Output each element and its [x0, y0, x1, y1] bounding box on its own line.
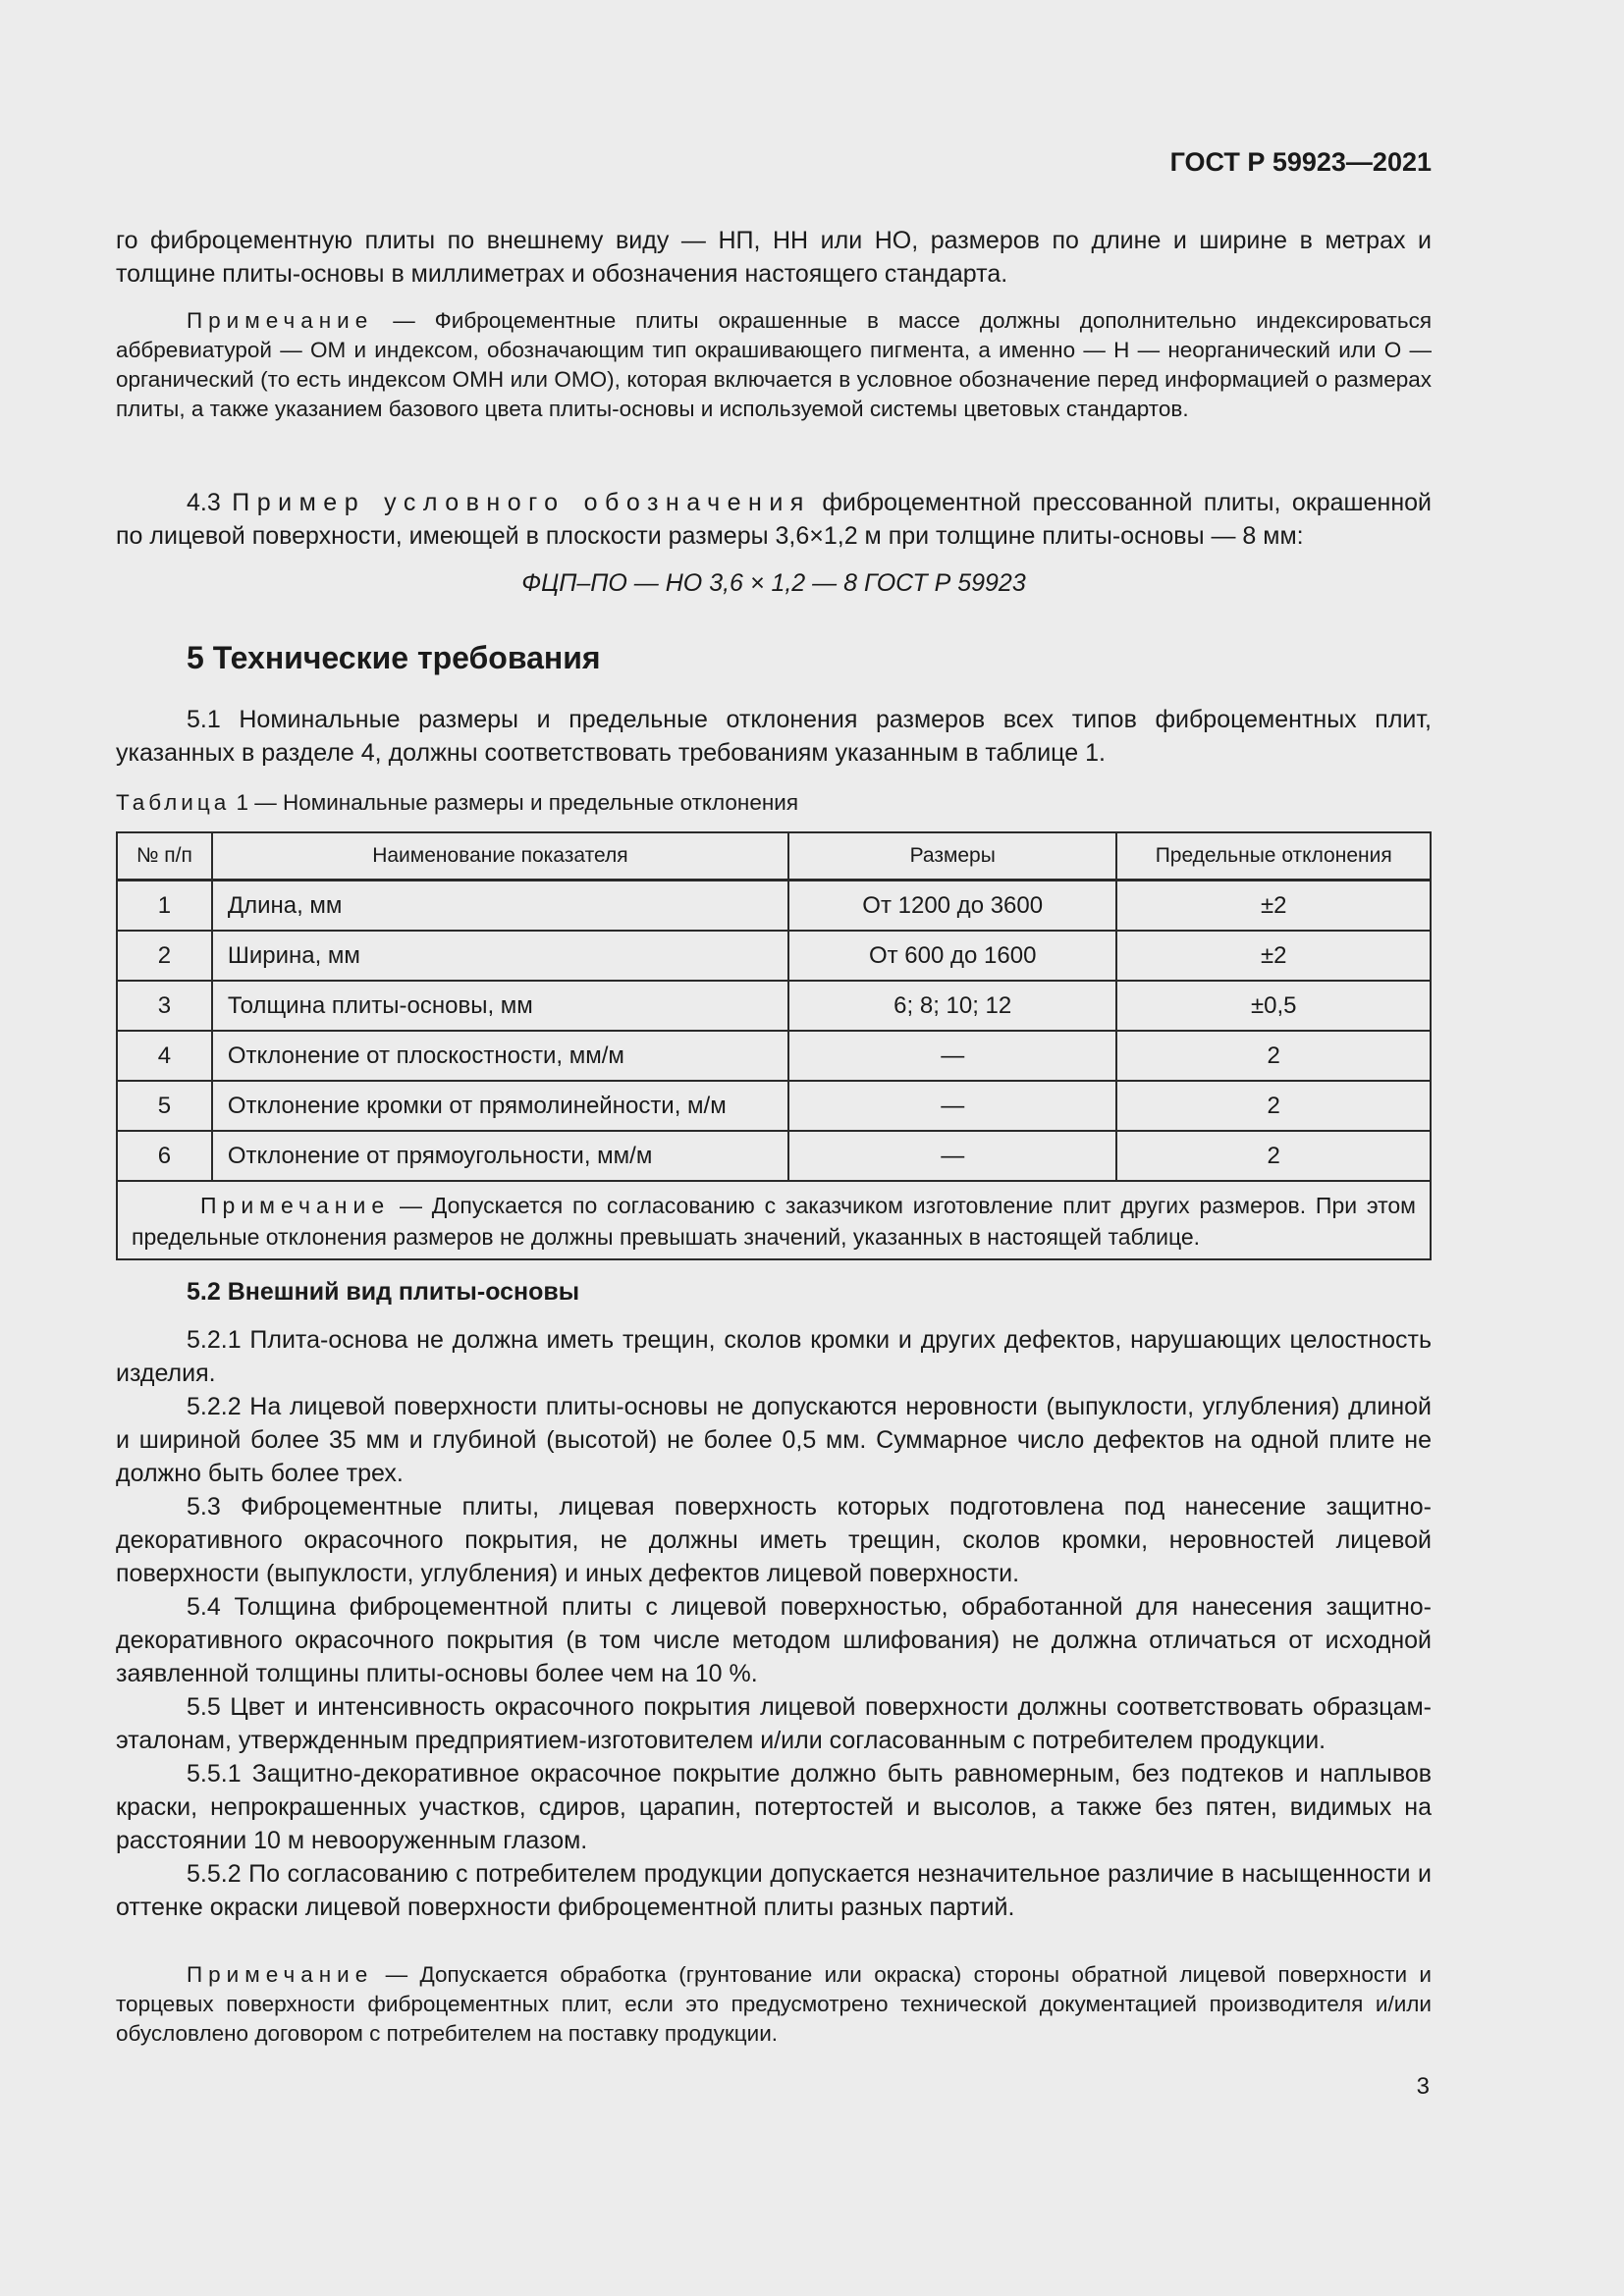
table-cell-parameter: Отклонение кромки от прямолинейности, м/м [212, 1081, 788, 1131]
table-note-row [117, 1181, 1431, 1259]
paragraph-5-1: 5.1 Номинальные размеры и предельные отклонения размеров всех типов фиброцементных плит, указанных в разделе 4, должны соответствовать требованиям указанным в таблице 1. [116, 706, 1432, 767]
section-note [116, 1960, 1432, 2049]
note-label: Примечание [187, 1962, 374, 1987]
paragraph-5-5-2: 5.5.2 По согласованию с потребителем продукции допускается незначительное различие в насыщенности и оттенке окраски лицевой поверхности фиброцементной плиты разных партий. [116, 1860, 1432, 1921]
intro-paragraph: го фиброцементную плиты по внешнему виду — НП, НН или НО, размеров по длине и ширине в метрах и толщине плиты-основы в миллиметрах и обозначения настоящего стандарта. [116, 227, 1432, 288]
paragraph-5-5: 5.5 Цвет и интенсивность окрасочного покрытия лицевой поверхности должны соответствовать образцам-эталонам, утвержденным предприятием-изготовителем и/или согласованным с потребителем продукции. [116, 1693, 1432, 1754]
table-cell-tolerance: ±0,5 [1116, 981, 1431, 1031]
dimensions-table [116, 831, 1432, 1260]
page-number: 3 [1416, 2073, 1430, 2100]
table-caption-text: 1 — Номинальные размеры и предельные отклонения [230, 790, 799, 815]
table-cell-number: 4 [117, 1031, 212, 1081]
table-note [117, 1181, 1431, 1259]
table-cell-size: — [788, 1081, 1116, 1131]
designation-formula: ФЦП–ПО — НО 3,6 × 1,2 — 8 ГОСТ Р 59923 [521, 569, 1026, 597]
table-cell-number: 5 [117, 1081, 212, 1131]
table-cell-parameter: Толщина плиты-основы, мм [212, 981, 788, 1031]
table-cell-parameter: Отклонение от прямоугольности, мм/м [212, 1131, 788, 1181]
paragraph-5-2-2: 5.2.2 На лицевой поверхности плиты-основы не допускаются неровности (выпуклости, углубления) длиной и шириной более 35 мм и глубиной (высотой) не более 0,5 мм. Суммарное число дефектов на одной плите не должно быть более трех. [116, 1393, 1432, 1487]
table-row [117, 1081, 1431, 1131]
intro-note [116, 306, 1432, 424]
table-row [117, 931, 1431, 981]
table-header-cell: Наименование показателя [212, 832, 788, 881]
table-caption-label: Таблица [116, 790, 231, 815]
table-cell-number: 6 [117, 1131, 212, 1181]
document-header: ГОСТ Р 59923—2021 [1169, 147, 1432, 177]
table-header-cell: Предельные отклонения [1116, 832, 1431, 881]
table-cell-tolerance: 2 [1116, 1081, 1431, 1131]
table-header-cell: № п/п [117, 832, 212, 881]
subsection-body [116, 1323, 1432, 1924]
table-cell-tolerance: 2 [1116, 1131, 1431, 1181]
table-cell-parameter: Длина, мм [212, 881, 788, 932]
table-row [117, 1031, 1431, 1081]
note-text: — Допускается обработка (грунтование или окраска) стороны обратной лицевой поверхности и торцевых поверхности фиброцементных плит, если это предусмотрено технической документацией производителя и/или обусловлено договором с потребителем на поставку продукции. [116, 1962, 1432, 2046]
subsection-title: 5.2 Внешний вид плиты-основы [187, 1278, 580, 1306]
note-text: — Фиброцементные плиты окрашенные в массе должны дополнительно индексироваться аббревиатурой — ОМ и индексом, обозначающим тип окрашивающего пигмента, а именно — Н — неорганический или О — органический (то есть индексом ОМН или ОМО), которая включается в условное обозначение перед информацией о размерах плиты, а также указанием базового цвета плиты-основы и используемой системы цветовых стандартов. [116, 308, 1432, 421]
paragraph-5-3: 5.3 Фиброцементные плиты, лицевая поверхность которых подготовлена под нанесение защитно-декоративного окрасочного покрытия, не должны иметь трещин, сколов кромки, неровностей лицевой поверхности (выпуклости, углубления) и иных дефектов лицевой поверхности. [116, 1493, 1432, 1587]
example-spaced-label: Пример условного обозначения [232, 489, 811, 516]
table-cell-tolerance: ±2 [1116, 881, 1431, 932]
section-title: 5 Технические требования [187, 640, 601, 675]
table-cell-size: 6; 8; 10; 12 [788, 981, 1116, 1031]
table-header-row [117, 832, 1431, 881]
paragraph-5-5-1: 5.5.1 Защитно-декоративное окрасочное покрытие должно быть равномерным, без подтеков и наплывов краски, непрокрашенных участков, сдиров, царапин, потертостей и высолов, а также без пятен, видимых на расстоянии 10 м невооруженным глазом. [116, 1760, 1432, 1854]
table-cell-size: От 600 до 1600 [788, 931, 1116, 981]
table-cell-parameter: Ширина, мм [212, 931, 788, 981]
table-cell-number: 1 [117, 881, 212, 932]
table-caption [116, 790, 1432, 816]
table-cell-parameter: Отклонение от плоскостности, мм/м [212, 1031, 788, 1081]
table-cell-number: 3 [117, 981, 212, 1031]
table-row [117, 981, 1431, 1031]
note-label: Примечание [200, 1193, 391, 1218]
table-cell-tolerance: 2 [1116, 1031, 1431, 1081]
table-cell-number: 2 [117, 931, 212, 981]
example-text: фиброцементной прессованной плиты, окрашенной по лицевой поверхности, имеющей в плоскости размеры 3,6×1,2 м при толщине плиты-основы — 8 мм: [116, 489, 1432, 550]
paragraph-5-4: 5.4 Толщина фиброцементной плиты с лицевой поверхностью, обработанной для нанесения защитно-декоративного окрасочного покрытия (в том числе методом шлифования) не должна отличаться от исходной заявленной толщины плиты-основы более чем на 10 %. [116, 1593, 1432, 1687]
example-paragraph [116, 486, 1432, 553]
table-cell-tolerance: ±2 [1116, 931, 1431, 981]
example-number: 4.3 [187, 489, 233, 516]
note-text: — Допускается по согласованию с заказчиком изготовление плит других размеров. При этом предельные отклонения размеров не должны превышать значений, указанных в настоящей таблице. [132, 1193, 1416, 1250]
note-label: Примечание [187, 308, 374, 333]
table-header-cell: Размеры [788, 832, 1116, 881]
table-cell-size: — [788, 1031, 1116, 1081]
table-row [117, 1131, 1431, 1181]
paragraph-5-2-1: 5.2.1 Плита-основа не должна иметь трещин, сколов кромки и других дефектов, нарушающих целостность изделия. [116, 1326, 1432, 1387]
table-row [117, 881, 1431, 932]
table-cell-size: — [788, 1131, 1116, 1181]
table-cell-size: От 1200 до 3600 [788, 881, 1116, 932]
